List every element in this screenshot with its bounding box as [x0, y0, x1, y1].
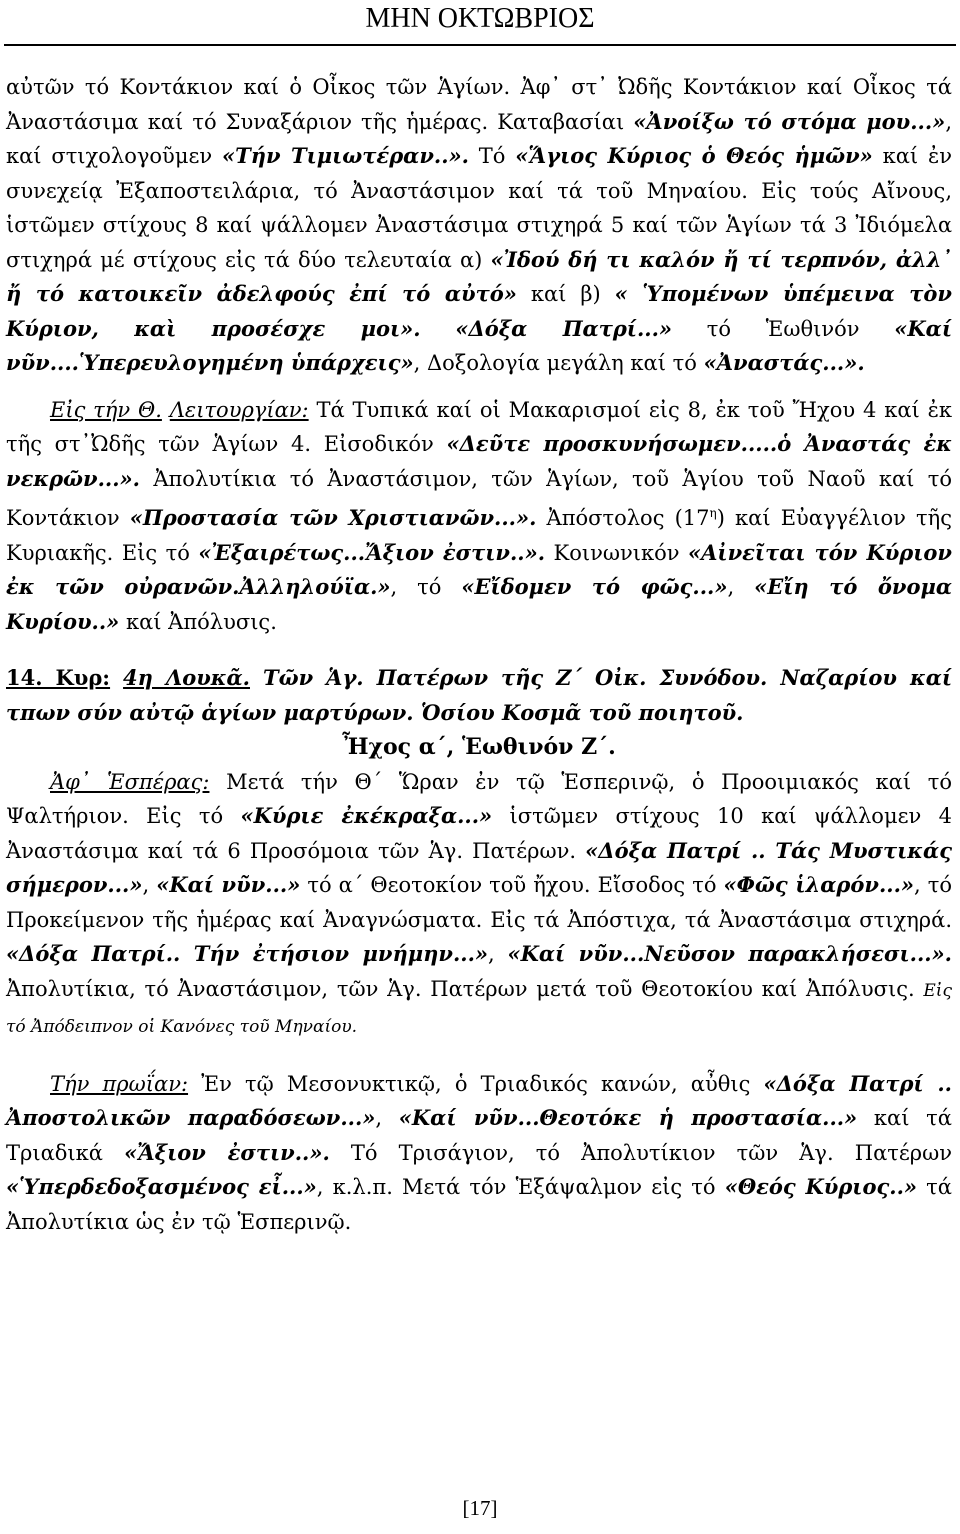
compline-note: Εἰς τό Ἀπόδειπνον οἱ Κανόνες τοῦ Μηναίου.	[6, 980, 952, 1037]
hymn-incipit: «Ἄξιον ἐστιν..».	[124, 1139, 330, 1165]
header-rule	[4, 44, 956, 46]
text	[162, 398, 170, 422]
text: , τό	[390, 575, 462, 599]
hymn-incipit: «Δόξα Πατρί .. Ἀποστολικῶν παραδόσεων...»	[6, 1070, 952, 1130]
superscript: η	[709, 506, 717, 520]
hymn-incipit: «Εἴη τό ὄνομα Κυρίου..»	[6, 574, 953, 634]
text: ,	[142, 873, 157, 897]
text: Ἀπολυτίκια τό Ἀναστάσιμον, τῶν Ἁγίων, τοῦ Ἁγίου τοῦ Ναοῦ καί τό Κοντάκιον	[6, 466, 952, 530]
running-title: ΜΗΝ ΟΚΤΩΒΡΙΟΣ	[365, 3, 595, 34]
text: Μετά τήν Θ΄ Ὥραν ἐν τῷ Ἑσπερινῷ, ὁ Προοιμιακός καί τό Ψαλτήριον. Εἰς τό	[6, 769, 952, 828]
text: , τό Προκείμενον τῆς ἡμέρας καί Ἀναγνώσματα. Εἰς τά Ἀπόστιχα, τά Ἀναστάσιμα στιχηρά.	[6, 873, 952, 932]
day-heading	[6, 661, 952, 730]
hymn-incipit: «Αἰνεῖται τόν Κύριον ἐκ τῶν οὐρανῶν.Ἀλληλούϊα.»	[6, 539, 952, 599]
hymn-incipit: «Προστασία τῶν Χριστιανῶν...».	[129, 505, 537, 530]
text: καί β)	[516, 282, 615, 306]
text	[250, 665, 263, 690]
page-body	[6, 70, 952, 1239]
text: καί Ἀπόλυσις.	[119, 609, 277, 634]
text: τά Ἀπολυτίκια ὡς ἐν τῷ Ἑσπερινῷ.	[6, 1175, 952, 1234]
text: Ἀπόστολος (17	[536, 506, 710, 530]
section-label: Τήν πρωΐαν:	[50, 1071, 189, 1096]
day-number: 14. Κυρ:	[6, 665, 111, 690]
page-number: [17]	[462, 1496, 498, 1520]
section-label: Λειτουργίαν:	[169, 397, 309, 422]
text: , κ.λ.π. Μετά τόν Ἑξάψαλμον εἰς τό	[316, 1175, 725, 1199]
text	[421, 317, 456, 341]
section-label: Εἰς τήν Θ.	[50, 397, 162, 422]
paragraph-liturgy	[6, 393, 952, 640]
text: τό α΄ Θεοτοκίον τοῦ ἤχου. Εἴσοδος τό	[300, 873, 724, 897]
text: αὐτῶν τό Κοντάκιον καί ὁ Οἶκος τῶν Ἁγίων. Ἀφ᾽ στ᾽ Ὠδῆς Κοντάκιον καί Οἶκος τά Ἀναστάσιμα καί τό Συναξάριον τῆς ἡμέρας. Καταβασίαι	[6, 75, 952, 134]
hymn-incipit: «Καί νῦν....Ὑπερευλογημένη ὑπάρχεις»	[6, 315, 952, 375]
text: τό Ἑωθινόν	[672, 316, 895, 341]
hymn-incipit: «Δόξα Πατρί...»	[455, 315, 673, 341]
hymn-incipit: «Ἐξαιρέτως...Ἄξιον ἐστιν..».	[198, 539, 546, 565]
text: καί ἐν συνεχείᾳ Ἐξαποστειλάρια, τό Ἀναστάσιμον καί τά τοῦ Μηναίου. Εἰς τούς Αἴνους, ἱστῶμεν στίχους 8 καί ψάλλομεν Ἀναστάσιμα στιχηρά 5 καί τῶν Ἁγίων τά 3 Ἰδιόμελα στιχηρά μέ στίχους εἰς τά δύο τελευταία α)	[6, 144, 952, 272]
hymn-incipit: «Ἰδού δή τι καλόν ἤ τί τερπνόν, ἀλλ᾽ ἤ τό κατοικεῖν ἀδελφούς ἐπί τό αὐτό»	[6, 246, 952, 306]
text: , καί στιχολογοῦμεν	[6, 109, 952, 168]
page-header	[0, 0, 960, 36]
hymn-incipit: « Ὑπομένων ὑπέμεινα τὸν Κύριον, καὶ προσέσχε μοι».	[6, 281, 953, 341]
hymn-incipit: «Τήν Τιμιωτέραν..».	[221, 143, 469, 168]
text: Τά Τυπικά καί οἱ Μακαρισμοί εἰς 8, ἐκ τοῦ Ἤχου 4 καί ἐκ τῆς στ᾽Ὠδῆς τῶν Ἁγίων 4. Εἰσοδικόν	[6, 397, 952, 456]
text: ἱστῶμεν στίχους 10 καί ψάλλομεν 4 Ἀναστάσιμα καί τά 6 Προσόμοια τῶν Ἁγ. Πατέρων.	[6, 804, 952, 863]
saints-commemorated: Τῶν Ἁγ. Πατέρων τῆς Ζ΄ Οἰκ. Συνόδου. Ναζαρίου καί τπων σύν αὐτῷ ἁγίων μαρτύρων. Ὁσίου Κοσμᾶ τοῦ ποιητοῦ.	[6, 665, 953, 725]
hymn-incipit: «Δεῦτε προσκυνήσωμεν.....ὁ Ἀναστάς ἐκ νεκρῶν...».	[6, 431, 952, 491]
hymn-incipit: «Θεός Κύριος..»	[724, 1174, 917, 1199]
text: Ἀπολυτίκια, τό Ἀναστάσιμον, τῶν Ἁγ. Πατέρων μετά τοῦ Θεοτοκίου καί Ἀπόλυσις.	[6, 976, 924, 1001]
text: ) καί Εὐαγγέλιον τῆς Κυριακῆς. Εἰς τό	[6, 506, 952, 565]
text: , Δοξολογία μεγάλη καί τό	[413, 351, 704, 375]
hymn-incipit: «Καί νῦν...Θεοτόκε ἡ προστασία...»	[398, 1105, 858, 1130]
page-footer	[0, 1496, 960, 1521]
text: ,	[727, 575, 755, 599]
hymn-incipit: «Ἀνοίξω τό στόμα μου...»	[633, 108, 946, 134]
text: Κοινωνικόν	[545, 540, 688, 565]
text: ,	[375, 1106, 399, 1130]
hymn-incipit: «Κύριε ἐκέκραξα...»	[240, 803, 493, 828]
hymn-incipit: «Εἴδομεν τό φῶς...»	[461, 574, 728, 599]
text	[110, 665, 123, 690]
text: Τό	[468, 144, 516, 168]
paragraph-orthros	[6, 1067, 952, 1240]
paragraph-vespers	[6, 765, 952, 1045]
text: καί τά Τριαδικά	[6, 1106, 952, 1165]
paragraph-orthros-continuation	[6, 70, 952, 381]
text: Τό Τρισάγιον, τό Ἀπολυτίκιον τῶν Ἁγ. Πατέρων	[329, 1140, 952, 1165]
section-label: Ἀφ᾽ Ἑσπέρας:	[50, 769, 210, 794]
text: ,	[488, 942, 508, 966]
hymn-incipit: «Καί νῦν...»	[156, 872, 301, 897]
hymn-incipit: «Δόξα Πατρί.. Τήν ἐτήσιον μνήμην...»	[6, 941, 489, 966]
text: Ἐν τῷ Μεσονυκτικῷ, ὁ Τριαδικός κανών, αὖθις	[188, 1071, 764, 1096]
hymn-incipit: «Φῶς ἱλαρόν...»	[723, 872, 915, 897]
hymn-incipit: «Καί νῦν...Νεῦσον παρακλήσεσι...».	[507, 941, 952, 966]
hymn-incipit: «Ὑπερδεδοξασμένος εἶ...»	[6, 1174, 317, 1199]
sunday-label: 4η Λουκᾶ.	[123, 665, 250, 690]
hymn-incipit: «Ἀναστάς...».	[703, 350, 865, 375]
hymn-incipit: «Ἅγιος Κύριος ὁ Θεός ἡμῶν»	[515, 143, 873, 168]
tone-heading: Ἦχος α΄, Ἑωθινόν Ζ΄.	[342, 734, 616, 760]
hymn-incipit: «Δόξα Πατρί .. Τάς Μυστικάς σήμερον...»	[6, 837, 952, 897]
